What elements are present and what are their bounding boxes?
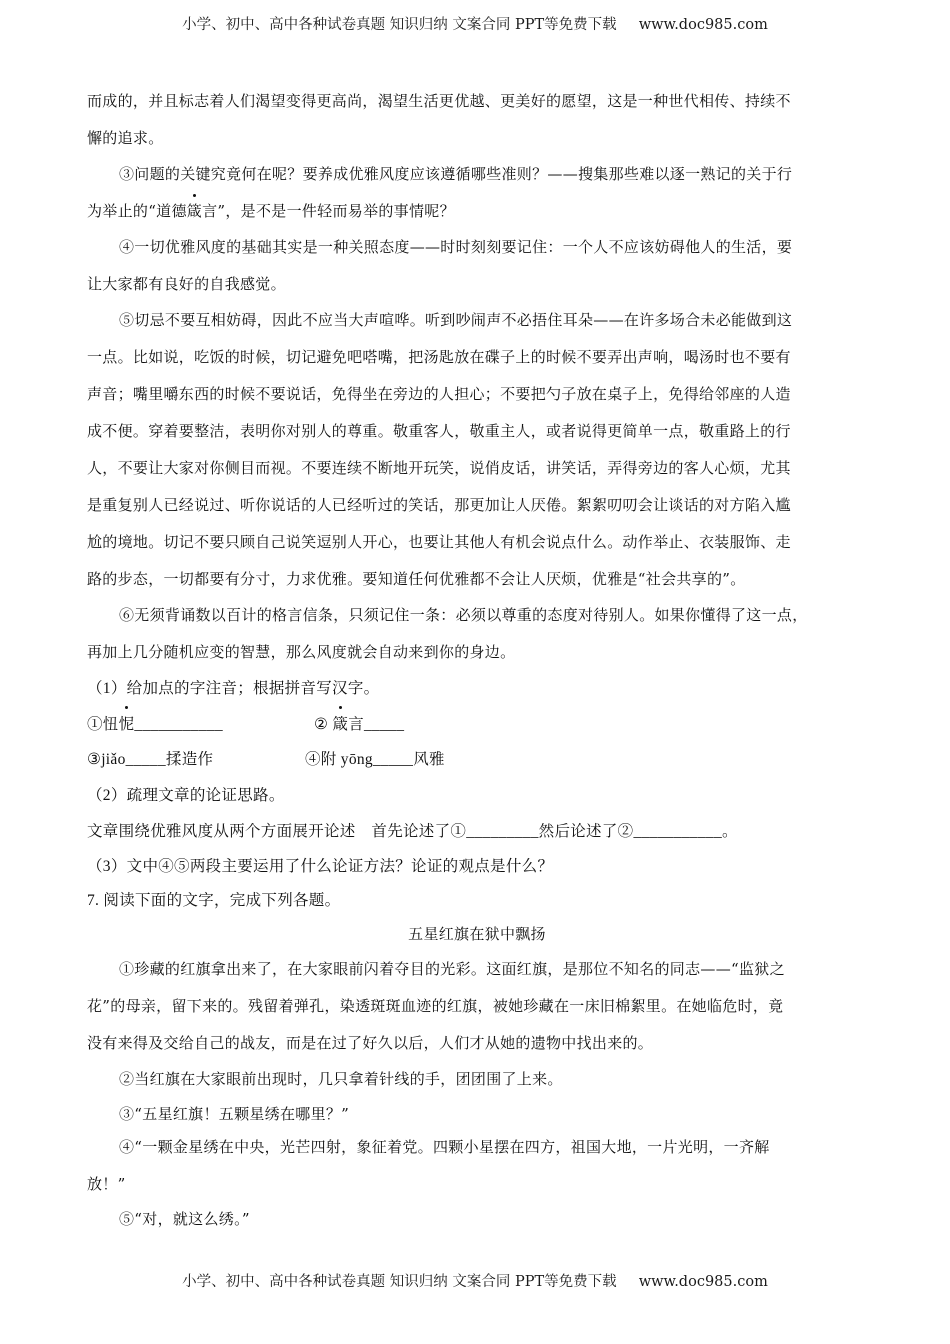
paragraph-line: 为举止的“道德箴言”，是不是一件轻而易举的事情呢？ — [87, 202, 455, 220]
question-3-label: （3）文中④⑤两段主要运用了什么论证方法？论证的观点是什么？ — [87, 858, 554, 875]
paragraph-line: 人，不要让大家对你侧目而视。不要连续不断地开玩笑，说俏皮话，讲笑话，弄得旁边的客人心烦，尤其 — [87, 459, 791, 477]
paragraph-line: ④一切优雅风度的基础其实是一种关照态度——时时刻刻要记住：一个人不应该妨碍他人的生活，要 — [119, 238, 793, 256]
question-2-label: （2）疏理文章的论证思路。 — [87, 787, 285, 804]
banner-text: 小学、初中、高中各种试卷真题 知识归纳 文案合同 PPT等免费下载 — [182, 17, 617, 33]
paragraph-line: ①珍藏的红旗拿出来了，在大家眼前闪着夺目的光彩。这面红旗，是那位不知名的同志——“监狱之 — [119, 960, 785, 978]
header-banner — [0, 13, 950, 34]
paragraph-line: ④“一颗金星绣在中央，光芒四射，象征着党。四颗小星摆在四方，祖国大地，一片光明，一齐解 — [119, 1138, 770, 1156]
banner-site-link[interactable]: www.doc985.com — [638, 1274, 768, 1290]
paragraph-line: ③问题的关键究竟何在呢？要养成优雅风度应该遵循哪些准则？——搜集那些难以逐一熟记的关于行 — [119, 165, 793, 183]
paragraph-line: 成不便。穿着要整洁，表明你对别人的尊重。敬重客人，敬重主人，或者说得更简单一点，敬重路上的行 — [87, 422, 791, 440]
paragraph-line: ⑥无须背诵数以百计的格言信条，只须记住一条：必须以尊重的态度对待别人。如果你懂得了这一点， — [119, 606, 808, 624]
footer-banner — [0, 1270, 950, 1291]
paragraph-line: 让大家都有良好的自我感觉。 — [87, 275, 286, 293]
answer-blank[interactable]: ___________ — [134, 716, 223, 733]
paragraph-line: 花”的母亲，留下来的。残留着弹孔，染透斑斑血迹的红旗，被她珍藏在一床旧棉絮里。在她临危时，竟 — [87, 997, 784, 1015]
banner-site-link[interactable]: www.doc985.com — [638, 17, 768, 33]
emphasis-dot-char: 箴 — [332, 712, 348, 734]
emphasis-dot-char: 箴 — [186, 202, 203, 220]
paragraph-line: 放！” — [87, 1175, 126, 1193]
banner-text: 小学、初中、高中各种试卷真题 知识归纳 文案合同 PPT等免费下载 — [182, 1274, 617, 1290]
question-1-label: （1）给加点的字注音；根据拼音写汉字。 — [87, 680, 380, 697]
paragraph-line: 声音；嘴里嚼东西的时候不要说话，免得坐在旁边的人担心；不要把勺子放在桌子上，免得给邻座的人造 — [87, 385, 791, 403]
paragraph-line: 而成的，并且标志着人们渴望变得更高尚，渴望生活更优越、更美好的愿望，这是一种世代相传、持续不 — [87, 92, 791, 110]
paragraph-line: 一点。比如说，吃饭的时候，切记避免吧嗒嘴，把汤匙放在碟子上的时候不要弄出声响，喝汤时也不要有 — [87, 348, 791, 366]
paragraph-line: ③“五星红旗！五颗星绣在哪里？” — [119, 1105, 350, 1123]
question-2-text: 文章围绕优雅风度从两个方面展开论述 首先论述了①_________然后论述了②___________。 — [87, 823, 738, 840]
paragraph-line: ②当红旗在大家眼前出现时，几只拿着针线的手，团团围了上来。 — [119, 1070, 563, 1088]
paragraph-line: 路的步态，一切都要有分寸，力求优雅。要知道任何优雅都不会让人厌烦，优雅是“社会共享的”。 — [87, 570, 746, 588]
question-1-item-3: ③jiǎo_____揉造作 — [87, 751, 214, 768]
question-7-intro: 7. 阅读下面的文字，完成下列各题。 — [87, 892, 341, 909]
paragraph-line: ⑤“对，就这么绣。” — [119, 1210, 250, 1228]
passage-title: 五星红旗在狱中飘扬 — [408, 925, 546, 943]
question-1-items-row-1: ①忸怩___________ ② 箴言_____ — [87, 712, 867, 734]
emphasis-dot-char: 怩 — [119, 712, 135, 734]
paragraph-line: 是重复别人已经说过、听你说话的人已经听过的笑话，那更加让人厌倦。絮絮叨叨会让谈话的对方陷入尴 — [87, 496, 791, 514]
question-1-item-2: ② 箴言_____ — [314, 712, 404, 734]
paragraph-line: 再加上几分随机应变的智慧，那么风度就会自动来到你的身边。 — [87, 643, 516, 661]
paragraph-line: 没有来得及交给自己的战友，而是在过了好久以后，人们才从她的遗物中找出来的。 — [87, 1034, 654, 1052]
paragraph-line: 懈的追求。 — [87, 129, 164, 147]
question-1-item-4: ④附 yōng_____风雅 — [305, 751, 445, 768]
question-1-items-row-2 — [87, 747, 867, 769]
paragraph-line: ⑤切忌不要互相妨碍，因此不应当大声喧哗。听到吵闹声不必捂住耳朵——在许多场合未必能做到这 — [119, 311, 793, 329]
paragraph-line: 尬的境地。切记不要只顾自己说笑逗别人开心，也要让其他人有机会说点什么。动作举止、衣装服饰、走 — [87, 533, 791, 551]
